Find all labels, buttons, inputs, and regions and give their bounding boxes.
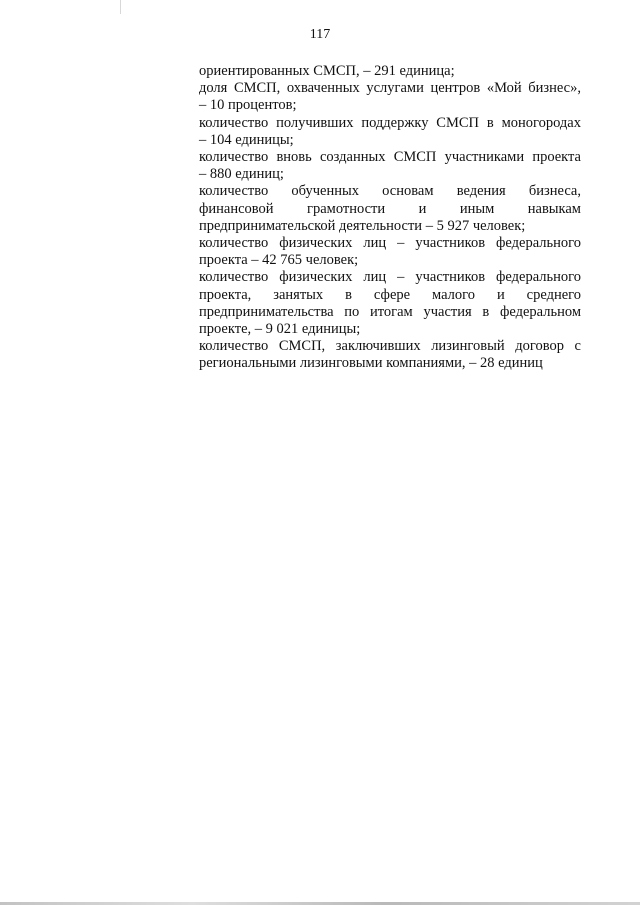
paragraph-my-business-share xyxy=(199,80,581,114)
page-number: 117 xyxy=(309,27,331,42)
text-line: количество обученных основам ведения бизнеса, xyxy=(199,183,581,200)
text-line: количество физических лиц – участников федерального xyxy=(199,235,581,252)
scan-artifact-mark xyxy=(120,0,121,14)
text-line: – 880 единиц; xyxy=(199,166,284,183)
text-line: количество физических лиц – участников федерального xyxy=(199,269,581,286)
text-line: ориентированных СМСП, – 291 единица; xyxy=(199,63,455,79)
paragraph-monotowns-support xyxy=(199,115,581,149)
text-line: количество СМСП, заключивших лизинговый договор с xyxy=(199,338,581,355)
text-line: предпринимательской деятельности – 5 927 человек; xyxy=(199,217,526,234)
text-line: количество вновь созданных СМСП участниками проекта xyxy=(199,149,581,166)
text-line: – 104 единицы; xyxy=(199,131,294,148)
text-line: проекта, занятых в сфере малого и среднего xyxy=(199,286,581,303)
text-line: региональными лизинговыми компаниями, – 28 единиц xyxy=(199,355,543,372)
text-line: проекта – 42 765 человек; xyxy=(199,252,359,269)
paragraph-new-smsp-created xyxy=(199,149,581,183)
paragraph-participants-employed xyxy=(199,269,581,338)
paragraph-trained-people xyxy=(199,183,581,235)
paragraph-leasing-contracts xyxy=(199,338,581,372)
text-line: предпринимательства по итогам участия в федеральном xyxy=(199,303,581,320)
document-body xyxy=(199,63,581,373)
text-line: доля СМСП, охваченных услугами центров «Мой бизнес», xyxy=(199,80,581,97)
paragraph-project-participants xyxy=(199,235,581,269)
paragraph-smsp-oriented xyxy=(199,63,581,80)
text-line: – 10 процентов; xyxy=(199,97,297,114)
text-line: финансовой грамотности и иным навыкам xyxy=(199,200,581,217)
text-line: проекте, – 9 021 единицы; xyxy=(199,321,361,338)
text-line: количество получивших поддержку СМСП в моногородах xyxy=(199,114,581,131)
